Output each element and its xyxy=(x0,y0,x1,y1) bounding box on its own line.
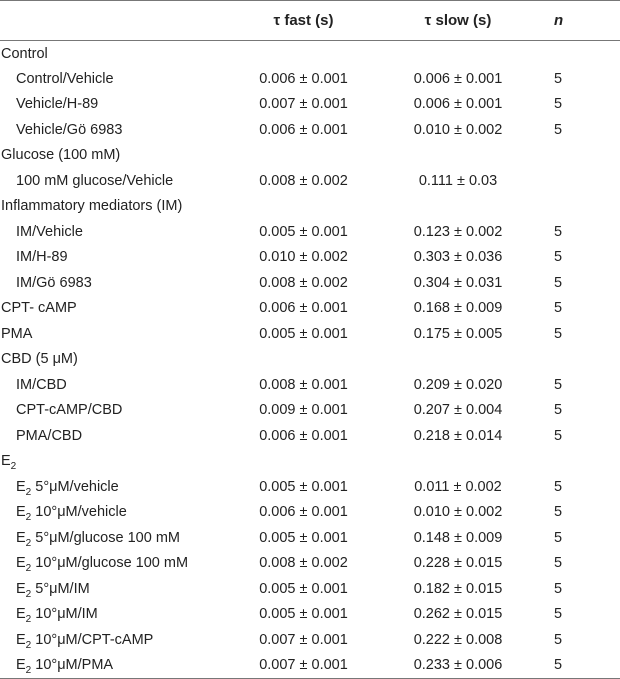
n-value: 5 xyxy=(554,631,563,648)
label-rest: 10°μM/IM xyxy=(31,606,98,623)
label-base: E xyxy=(1,453,11,470)
tau-fast-value xyxy=(230,194,377,220)
tau-fast-value: 0.005 ± 0.001 xyxy=(259,325,348,342)
n-value: 5 xyxy=(554,300,563,317)
tau-slow-value: 0.228 ± 0.015 xyxy=(413,555,503,572)
tau-fast-value: 0.007 ± 0.001 xyxy=(230,653,377,679)
table-row xyxy=(0,423,620,449)
group-row xyxy=(0,41,620,67)
table-row xyxy=(0,168,620,194)
row-label: 100 mM glucose/Vehicle xyxy=(16,172,174,189)
tau-slow-value: 0.207 ± 0.004 xyxy=(413,402,503,419)
n-value: 5 xyxy=(554,606,563,623)
table-row xyxy=(0,576,620,602)
row-label xyxy=(0,627,230,653)
label-rest: 10°μM/glucose 100 mM xyxy=(31,555,189,572)
label-subscript: 2 xyxy=(25,512,32,524)
tau-fast-value: 0.005 ± 0.001 xyxy=(259,223,348,240)
tau-fast-value: 0.009 ± 0.001 xyxy=(259,402,348,419)
label-base: E xyxy=(16,606,26,623)
group-row xyxy=(0,347,620,373)
tau-fast-value xyxy=(230,143,377,169)
n-value: 5 xyxy=(554,504,563,521)
n-value: 5 xyxy=(554,427,563,444)
group-label: CPT- cAMP xyxy=(1,300,77,317)
tau-slow-value: 0.304 ± 0.031 xyxy=(413,274,503,291)
tau-slow-value: 0.123 ± 0.002 xyxy=(413,223,503,240)
label-rest: 10°μM/CPT-cAMP xyxy=(31,631,154,648)
label-rest: 5°μM/IM xyxy=(31,580,90,597)
row-label xyxy=(0,551,230,577)
table-row xyxy=(0,500,620,526)
row-label: IM/CBD xyxy=(16,376,67,393)
tau-slow-value xyxy=(377,347,539,373)
tau-fast-value: 0.008 ± 0.002 xyxy=(259,172,348,189)
row-label xyxy=(0,500,230,526)
table-row xyxy=(0,525,620,551)
n-value: 5 xyxy=(554,121,563,138)
n-value: 5 xyxy=(554,274,563,291)
table-row xyxy=(0,219,620,245)
tau-fast-value xyxy=(230,449,377,475)
tau-slow-value: 0.006 ± 0.001 xyxy=(413,70,503,87)
tau-slow-value xyxy=(377,194,539,220)
tau-fast-value: 0.005 ± 0.001 xyxy=(259,478,348,495)
table-header xyxy=(0,1,620,41)
row-label xyxy=(0,576,230,602)
tau-fast-value: 0.007 ± 0.001 xyxy=(259,96,348,113)
label-rest: 5°μM/vehicle xyxy=(31,478,119,495)
group-row xyxy=(0,321,620,347)
row-label xyxy=(0,474,230,500)
tau-fast-value: 0.006 ± 0.001 xyxy=(259,70,348,87)
tau-slow-value: 0.209 ± 0.020 xyxy=(413,376,503,393)
tau-fast-value: 0.008 ± 0.001 xyxy=(259,376,348,393)
label-subscript: 2 xyxy=(25,665,32,676)
table-row xyxy=(0,92,620,118)
tau-slow-value: 0.233 ± 0.006 xyxy=(377,653,539,679)
tau-slow-value xyxy=(377,143,539,169)
tau-slow-value: 0.006 ± 0.001 xyxy=(413,96,503,113)
tau-slow-value: 0.010 ± 0.002 xyxy=(413,121,503,138)
table-body xyxy=(0,41,620,679)
table-row xyxy=(0,551,620,577)
tau-fast-value: 0.006 ± 0.001 xyxy=(259,300,348,317)
label-rest: 5°μM/glucose 100 mM xyxy=(31,529,180,546)
header-condition xyxy=(0,1,230,41)
n-value: 5 xyxy=(554,555,563,572)
tau-slow-value: 0.168 ± 0.009 xyxy=(413,300,503,317)
tau-fast-value: 0.005 ± 0.001 xyxy=(259,606,348,623)
tau-slow-value: 0.148 ± 0.009 xyxy=(413,529,503,546)
row-label xyxy=(0,525,230,551)
row-label: IM/Gö 6983 xyxy=(16,274,92,291)
tau-fast-value xyxy=(230,347,377,373)
header-row xyxy=(0,1,620,41)
group-label: CBD (5 μM) xyxy=(1,351,78,368)
header-tau-slow: τ slow (s) xyxy=(377,1,539,41)
label-rest: 10°μM/vehicle xyxy=(31,504,127,521)
row-label xyxy=(0,602,230,628)
n-value: 5 xyxy=(539,653,620,679)
row-label: IM/Vehicle xyxy=(16,223,83,240)
header-n: n xyxy=(539,1,620,41)
label-base: E xyxy=(16,657,26,673)
group-label: Glucose (100 mM) xyxy=(1,147,121,164)
row-label: Vehicle/Gö 6983 xyxy=(16,121,123,138)
label-subscript: 2 xyxy=(25,639,32,651)
tau-fast-value: 0.010 ± 0.002 xyxy=(259,249,348,266)
table-row xyxy=(0,245,620,271)
label-base: E xyxy=(16,478,26,495)
n-value: 5 xyxy=(554,249,563,266)
tau-slow-value xyxy=(377,449,539,475)
group-row xyxy=(0,194,620,220)
n-value xyxy=(539,143,620,169)
tau-slow-value: 0.175 ± 0.005 xyxy=(413,325,503,342)
group-label: Inflammatory mediators (IM) xyxy=(1,198,183,215)
tau-fast-value: 0.005 ± 0.001 xyxy=(259,580,348,597)
tau-slow-value: 0.222 ± 0.008 xyxy=(413,631,503,648)
tau-fast-value: 0.006 ± 0.001 xyxy=(259,427,348,444)
row-label: Control/Vehicle xyxy=(16,70,114,87)
group-row xyxy=(0,296,620,322)
row-label: PMA/CBD xyxy=(16,427,83,444)
n-value: 5 xyxy=(554,580,563,597)
tau-slow-value: 0.011 ± 0.002 xyxy=(414,478,502,495)
n-value: 5 xyxy=(554,402,563,419)
group-label: PMA xyxy=(1,325,33,342)
row-label: IM/H-89 xyxy=(16,249,68,266)
label-base: E xyxy=(16,555,26,572)
label-subscript: 2 xyxy=(25,614,32,626)
tau-slow-value xyxy=(377,41,539,67)
label-subscript: 2 xyxy=(10,461,17,473)
n-value xyxy=(539,347,620,373)
n-value: 5 xyxy=(554,478,563,495)
tau-slow-value: 0.111 ± 0.03 xyxy=(418,172,498,189)
label-subscript: 2 xyxy=(25,537,32,549)
tau-fast-value xyxy=(230,41,377,67)
group-row xyxy=(0,143,620,169)
table-row xyxy=(0,372,620,398)
group-label xyxy=(0,449,230,475)
table-row xyxy=(0,270,620,296)
group-row xyxy=(0,449,620,475)
label-base: E xyxy=(16,580,26,597)
tau-slow-value: 0.010 ± 0.002 xyxy=(413,504,503,521)
table-row xyxy=(0,66,620,92)
label-subscript: 2 xyxy=(25,486,32,498)
tau-fast-value: 0.006 ± 0.001 xyxy=(259,504,348,521)
tau-fast-value: 0.008 ± 0.002 xyxy=(259,555,348,572)
label-subscript: 2 xyxy=(25,563,32,575)
n-value: 5 xyxy=(554,376,563,393)
n-value xyxy=(539,449,620,475)
row-label: Vehicle/H-89 xyxy=(16,96,99,113)
tau-fast-value: 0.008 ± 0.002 xyxy=(259,274,348,291)
tau-fast-value: 0.007 ± 0.001 xyxy=(259,631,348,648)
table-row xyxy=(0,398,620,424)
group-label: Control xyxy=(1,45,48,62)
n-value xyxy=(539,168,620,194)
tau-slow-value: 0.303 ± 0.036 xyxy=(413,249,503,266)
n-value: 5 xyxy=(554,223,563,240)
label-subscript: 2 xyxy=(25,588,32,600)
table-row xyxy=(0,653,620,679)
table-row xyxy=(0,117,620,143)
label-base: E xyxy=(16,529,26,546)
label-base: E xyxy=(16,631,26,648)
n-value: 5 xyxy=(554,325,563,342)
label-base: E xyxy=(16,504,26,521)
table-row xyxy=(0,602,620,628)
tau-fast-value: 0.006 ± 0.001 xyxy=(259,121,348,138)
tau-fast-value: 0.005 ± 0.001 xyxy=(259,529,348,546)
tau-slow-value: 0.218 ± 0.014 xyxy=(413,427,503,444)
tau-slow-value: 0.262 ± 0.015 xyxy=(413,606,503,623)
n-value xyxy=(539,194,620,220)
n-value: 5 xyxy=(554,96,563,113)
tau-slow-value: 0.182 ± 0.015 xyxy=(413,580,503,597)
n-value: 5 xyxy=(554,529,563,546)
table-row xyxy=(0,627,620,653)
label-rest: 10°μM/PMA xyxy=(31,657,114,673)
n-value: 5 xyxy=(554,70,563,87)
n-value xyxy=(539,41,620,67)
row-label: CPT-cAMP/CBD xyxy=(16,402,123,419)
table-row xyxy=(0,474,620,500)
header-tau-fast: τ fast (s) xyxy=(230,1,377,41)
row-label xyxy=(0,653,230,679)
